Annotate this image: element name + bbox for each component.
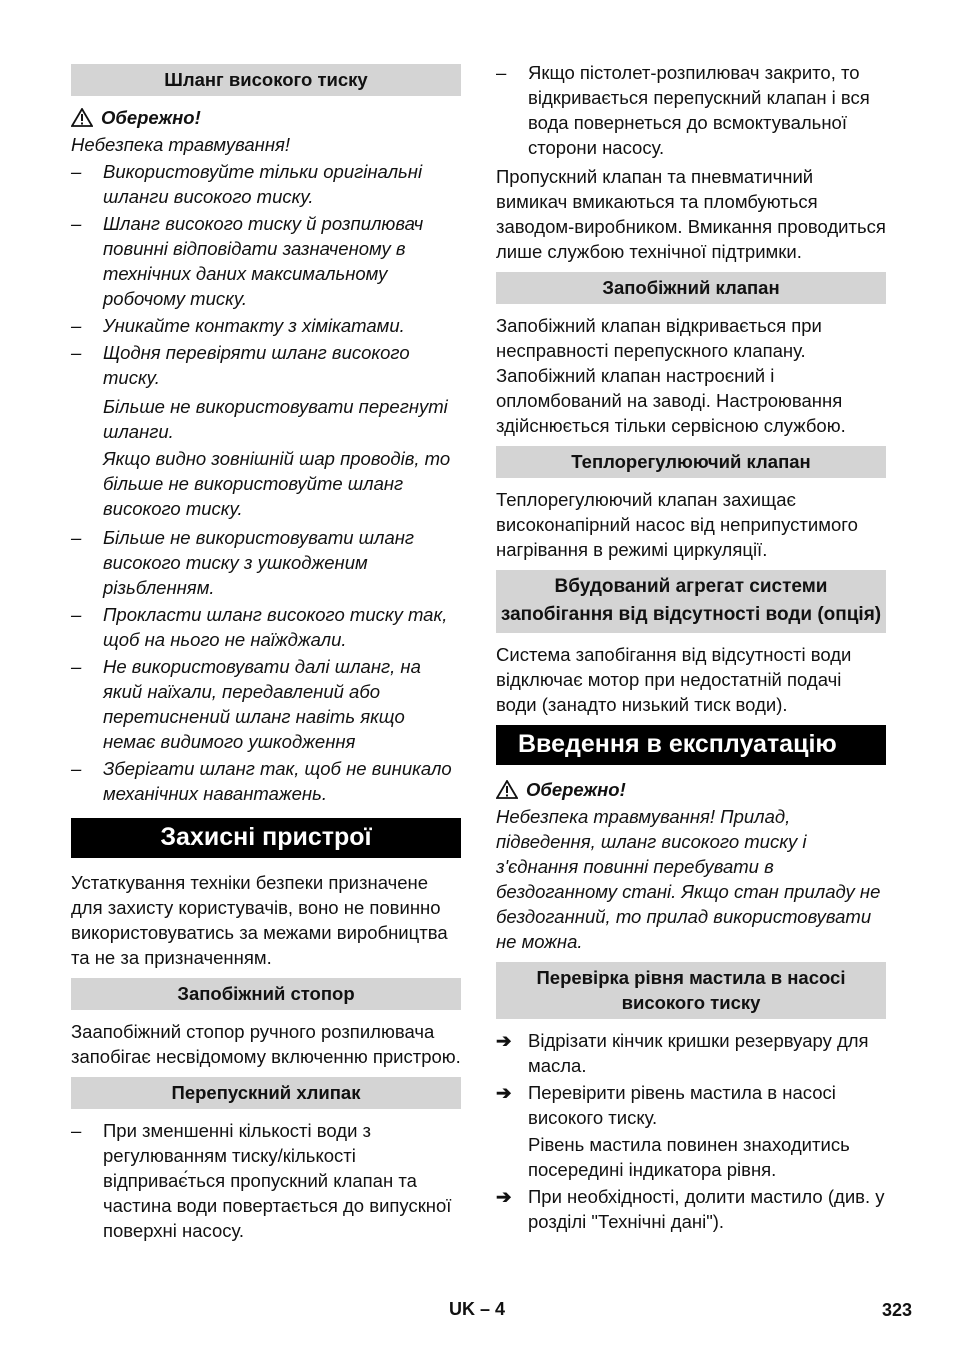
list-item: – Не використовувати далі шланг, на який наїхали, передавлений або перетиснений шланг навіть якщо немає видимого ушкодження xyxy=(71,656,421,752)
thermo-valve-heading: Теплорегулюючий клапан xyxy=(496,446,886,478)
caution-label: Обережно! xyxy=(526,779,626,800)
bypass-text: Пропускний клапан та пневматичний вимикач вмикаються та пломбуються заводом-виробником. Вмикання проводиться лише службою технічної підтримки. xyxy=(496,166,886,262)
caution-line xyxy=(71,105,461,130)
protect-heading: Захисні пристрої xyxy=(71,818,461,858)
list-item: ➔ Перевірити рівень мастила в насосі високого тиску. xyxy=(496,1082,836,1128)
hose-subnote: Більше не використовувати перегнуті шланги. xyxy=(103,396,448,442)
bypass-heading: Перепускний хлипак xyxy=(71,1077,461,1109)
oil-subnote: Рівень мастила повинен знаходитись посередині індикатора рівня. xyxy=(528,1134,850,1180)
oil-check-heading: Перевірка рівня мастила в насосі високого тиску xyxy=(496,962,886,1019)
protect-text: Устаткування техніки безпеки призначене для захисту користувачів, воно не повинно використовуватись за межами виробництва та не за призначенням. xyxy=(71,872,448,968)
dash-marker: – xyxy=(71,758,82,779)
danger-text: Небезпека травмування! xyxy=(71,134,291,155)
oil-steps-2 xyxy=(496,1184,886,1234)
list-item: ➔ При необхідності, долити мастило (див. у розділі "Технічні дані"). xyxy=(496,1186,885,1232)
startup-warning-text: Небезпека травмування! Прилад, підведення, шланг високого тиску і з'єднання повинні перебувати в бездоганному стані. Якщо стан приладу не бездоганний, то прилад використовувати не можна. xyxy=(496,806,881,952)
dash-marker: – xyxy=(71,656,82,677)
dash-marker: – xyxy=(71,342,82,363)
list-item: – Якщо пістолет-розпилювач закрито, то відкривається перепускний клапан і вся вода повернеться до всмоктувальної сторони насосу. xyxy=(496,62,870,158)
hose-subnote: Якщо видно зовнішній шар проводів, то більше не використовуйте шланг високого тиску. xyxy=(103,448,451,519)
list-item: – Прокласти шланг високого тиску так, щоб на нього не наїжджали. xyxy=(71,604,448,650)
caution-line xyxy=(496,777,886,802)
footer-lang-page: UK – 4 xyxy=(448,1299,506,1319)
lock-heading: Запобіжний стопор xyxy=(71,978,461,1010)
startup-heading: Введення в експлуатацію xyxy=(496,725,886,765)
list-item: – Уникайте контакту з хімікатами. xyxy=(71,315,405,336)
warning-triangle-icon xyxy=(496,780,518,799)
lock-text: Заапобіжний стопор ручного розпилювача запобігає несвідомому включенню пристрою. xyxy=(71,1021,461,1067)
dash-marker: – xyxy=(71,527,82,548)
bypass-list xyxy=(71,1118,461,1243)
dash-marker: – xyxy=(71,604,82,625)
right-column xyxy=(496,60,886,1236)
list-item: – Щодня перевіряти шланг високого тиску. xyxy=(71,342,410,388)
list-item: – При зменшенні кількості води з регулюванням тиску/кількості відприває́ться пропускний клапан та частина води повертається до випускної поверхні насосу. xyxy=(71,1120,452,1241)
dash-marker: – xyxy=(71,315,82,336)
oil-steps xyxy=(496,1028,886,1130)
list-item: – Шланг високого тиску й розпилювач повинні відповідати зазначеному в технічних даних максимальному робочому тиску. xyxy=(71,213,424,309)
list-item: – Більше не використовувати шланг високого тиску з ушкодженим різьбленням. xyxy=(71,527,415,598)
water-unit-heading: Вбудований агрегат системи запобігання від відсутності води (опція) xyxy=(496,570,886,633)
page-number: 323 xyxy=(881,1300,912,1320)
arrow-right-icon: ➔ xyxy=(496,1186,512,1207)
caution-label: Обережно! xyxy=(101,107,201,128)
list-item: ➔ Відрізати кінчик кришки резервуару для масла. xyxy=(496,1030,869,1076)
arrow-right-icon: ➔ xyxy=(496,1030,512,1051)
warning-triangle-icon xyxy=(71,108,93,127)
list-item: – Використовуйте тільки оригінальні шланги високого тиску. xyxy=(71,161,423,207)
list-item: – Зберігати шланг так, щоб не виникало механічних навантажень. xyxy=(71,758,452,804)
dash-marker: – xyxy=(71,1120,82,1141)
dash-marker: – xyxy=(71,213,82,234)
water-unit-text: Система запобігання від відсутності води відключає мотор при недостатній подачі води (занадто низький тиск води). xyxy=(496,644,852,715)
safety-valve-heading: Запобіжний клапан xyxy=(496,272,886,304)
safety-valve-text: Запобіжний клапан відкривається при несправності перепускного клапану. Запобіжний клапан настроєний і опломбований на заводі. Настроювання здійснюється тільки сервісною службою. xyxy=(496,315,846,436)
dash-marker: – xyxy=(496,62,507,83)
hose-heading: Шланг високого тиску xyxy=(71,64,461,96)
dash-marker: – xyxy=(71,161,82,182)
left-column xyxy=(71,64,461,1247)
bypass-list-cont xyxy=(496,60,886,160)
arrow-right-icon: ➔ xyxy=(496,1082,512,1103)
thermo-valve-text: Теплорегулюючий клапан захищає високонапірний насос від неприпустимого нагрівання в режимі циркуляції. xyxy=(496,489,858,560)
hose-list-2 xyxy=(71,525,461,806)
hose-list xyxy=(71,159,461,390)
